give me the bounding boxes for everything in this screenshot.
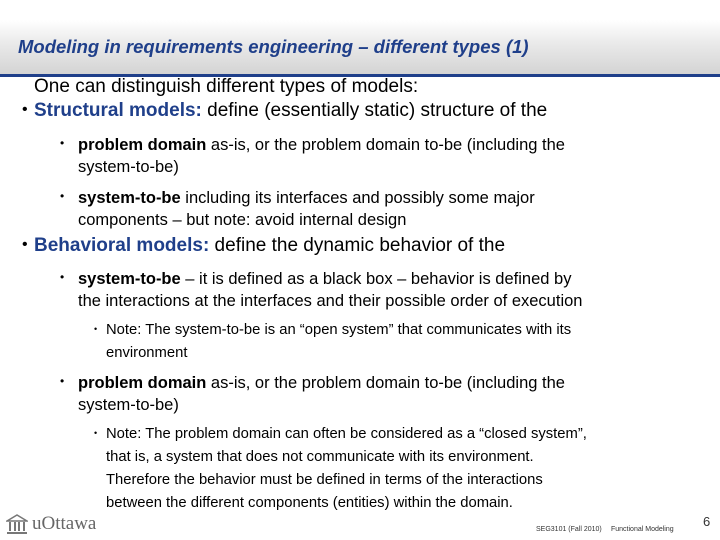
bullet-icon: • xyxy=(60,136,65,150)
bullet-icon: • xyxy=(60,270,65,284)
bullet-icon: • xyxy=(22,236,28,253)
behavioral-note1-line2: environment xyxy=(106,345,188,361)
behavioral-lead: Behavioral models: xyxy=(34,235,210,256)
structural-sub2 xyxy=(78,189,535,208)
uottawa-logo xyxy=(6,512,96,536)
intro-text: One can distinguish different types of models: xyxy=(34,76,419,97)
structural-sub1 xyxy=(78,136,565,155)
term-problem-domain: problem domain xyxy=(78,136,207,154)
term-system-to-be: system-to-be xyxy=(78,189,181,207)
bullet-icon: • xyxy=(94,324,98,334)
structural-sub2-text: including its interfaces and possibly some major xyxy=(180,189,535,207)
behavioral-note1-line1: Note: The system-to-be is an “open system” that communicates with its xyxy=(106,322,572,338)
behavioral-note2-line3: Therefore the behavior must be defined in terms of the interactions xyxy=(106,472,543,488)
page-number: 6 xyxy=(703,514,711,529)
structural-sub2-cont: components – but note: avoid internal design xyxy=(78,211,407,229)
term-system-to-be: system-to-be xyxy=(78,270,181,288)
bullet-icon: • xyxy=(60,189,65,203)
behavioral-note2-line1: Note: The problem domain can often be considered as a “closed system”, xyxy=(106,426,587,442)
term-problem-domain: problem domain xyxy=(78,374,207,392)
structural-lead: Structural models: xyxy=(34,100,202,121)
footer-topic: Functional Modeling xyxy=(611,526,674,533)
behavioral-note2-line4: between the different components (entities) within the domain. xyxy=(106,495,513,511)
behavioral-sub2-text: as-is, or the problem domain to-be (including the xyxy=(206,374,565,392)
bullet-icon: • xyxy=(60,374,65,388)
behavioral-sub2-cont: system-to-be) xyxy=(78,396,179,414)
structural-sub1-cont: system-to-be) xyxy=(78,158,179,176)
bullet-icon: • xyxy=(22,101,28,118)
structural-sub1-text: as-is, or the problem domain to-be (including the xyxy=(206,136,565,154)
behavioral-sub1-cont: the interactions at the interfaces and their possible order of execution xyxy=(78,292,583,310)
behavioral-note2-line2: that is, a system that does not communicate with its environment. xyxy=(106,449,534,465)
behavioral-line xyxy=(34,235,505,257)
structural-line xyxy=(34,100,547,122)
footer-course: SEG3101 (Fall 2010) xyxy=(536,526,602,533)
slide-title: Modeling in requirements engineering – different types (1) xyxy=(18,36,529,57)
bullet-icon: • xyxy=(94,428,98,438)
behavioral-sub1-text: – it is defined as a black box – behavior is defined by xyxy=(180,270,572,288)
structural-rest: define (essentially static) structure of the xyxy=(201,100,548,121)
university-building-icon xyxy=(6,513,28,535)
behavioral-rest: define the dynamic behavior of the xyxy=(209,235,506,256)
behavioral-sub1 xyxy=(78,270,571,289)
logo-text: uOttawa xyxy=(32,513,97,534)
behavioral-sub2 xyxy=(78,374,565,393)
